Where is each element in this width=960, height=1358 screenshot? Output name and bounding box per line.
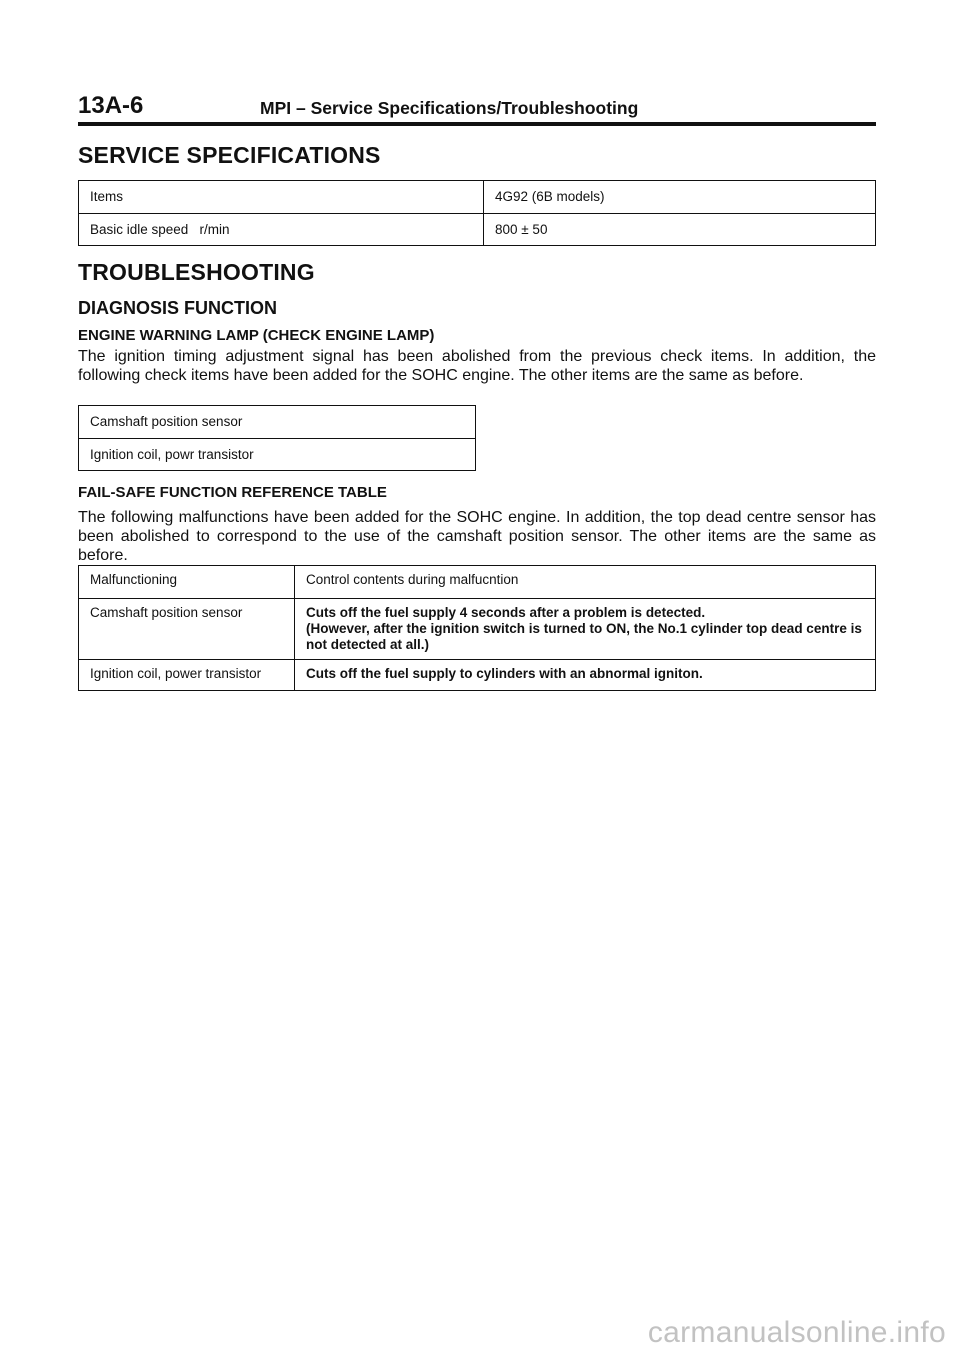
page-number: 13A-6: [78, 92, 144, 119]
watermark-text: carmanualsonline.info: [647, 1316, 946, 1349]
lamp-paragraph: The ignition timing adjustment signal has been abolished from the previous check items. In addition, the following check items have been added for the SOHC engine. The other items are the same as before.: [78, 348, 876, 384]
table-row: [79, 439, 476, 471]
header-rule: [78, 122, 876, 126]
diagnosis-function-heading: DIAGNOSIS FUNCTION: [78, 298, 278, 318]
service-specifications-heading: SERVICE SPECIFICATIONS: [78, 142, 381, 168]
service-spec-table: [78, 180, 876, 246]
table-row: [79, 599, 876, 660]
engine-warning-lamp-heading: ENGINE WARNING LAMP (CHECK ENGINE LAMP): [78, 327, 435, 344]
table-row: [79, 406, 476, 439]
table-header-row: [79, 566, 876, 599]
check-items-table: [78, 405, 476, 471]
malfunction-cell: Camshaft position sensor: [79, 599, 295, 660]
page-header: [78, 92, 876, 124]
control-cell: Cuts off the fuel supply to cylinders with an abnormal igniton.: [295, 660, 876, 691]
section-title: MPI – Service Specifications/Troubleshooting: [260, 98, 639, 118]
check-item-cell: Ignition coil, powr transistor: [79, 439, 476, 471]
header-cell: Control contents during malfucntion: [295, 566, 876, 599]
spec-cell: Basic idle speed r/min: [79, 214, 484, 246]
failsafe-table: [78, 565, 876, 691]
header-cell: Malfunctioning: [79, 566, 295, 599]
troubleshooting-heading: TROUBLESHOOTING: [78, 259, 315, 285]
check-item-cell: Camshaft position sensor: [79, 406, 476, 439]
failsafe-paragraph: The following malfunctions have been added for the SOHC engine. In addition, the top dead centre sensor has been abolished to correspond to the use of the camshaft position sensor. The other items are the same as before.: [78, 509, 876, 564]
table-row: [79, 660, 876, 691]
table-row: [79, 181, 876, 214]
spec-cell: 4G92 (6B models): [484, 181, 876, 214]
spec-cell: Items: [79, 181, 484, 214]
malfunction-cell: Ignition coil, power transistor: [79, 660, 295, 691]
spec-cell: 800 ± 50: [484, 214, 876, 246]
table-row: [79, 214, 876, 246]
control-cell: Cuts off the fuel supply 4 seconds after a problem is detected. (However, after the ignition switch is turned to ON, the No.1 cylinder top dead centre is not detected at all.): [295, 599, 876, 660]
failsafe-table-heading: FAIL-SAFE FUNCTION REFERENCE TABLE: [78, 484, 387, 501]
